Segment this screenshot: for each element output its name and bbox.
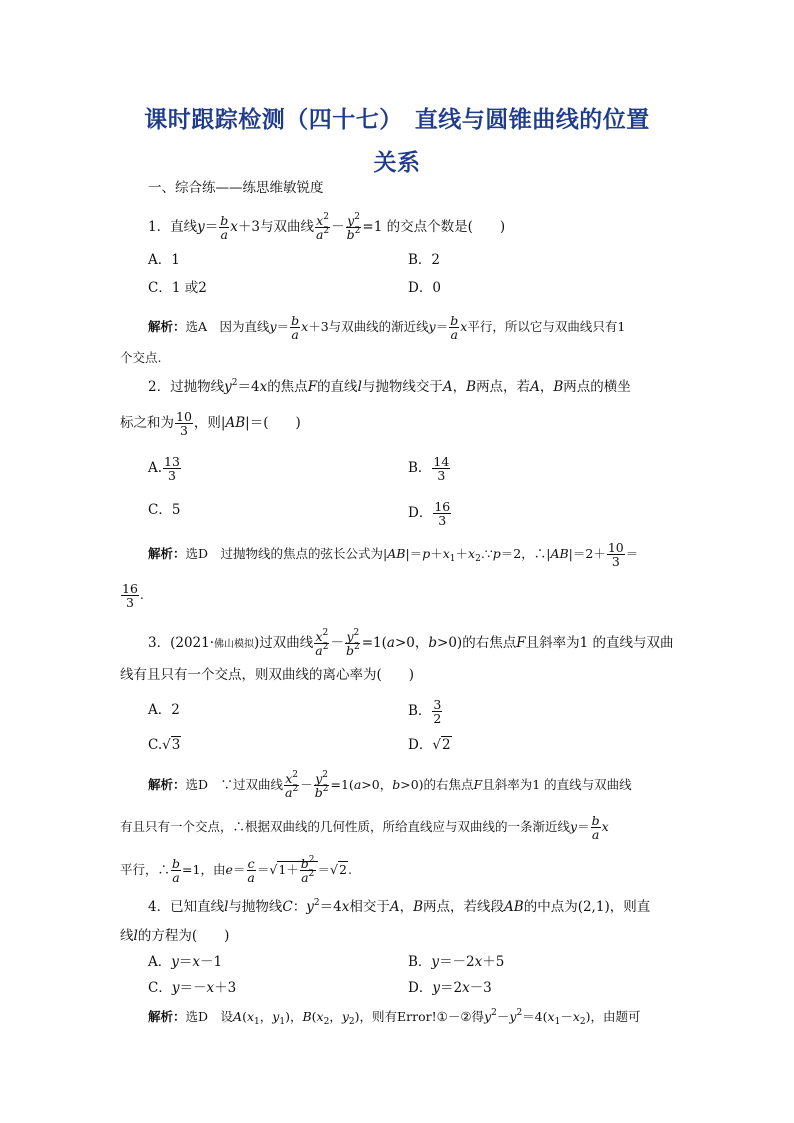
q3-option-c: C.√3 [148, 737, 181, 753]
q1-option-a: A．1 [148, 252, 180, 268]
page-title-continued: 关系 [373, 149, 421, 176]
q3-option-d: D．√2 [408, 737, 451, 753]
q2-solution: 解析：选D 过抛物线的焦点的弦长公式为$|AB|=p+x_1+x_2.\because p=2$，∴|AB|＝2＋ $\frac{10}{3}$ ＝ [148, 540, 639, 570]
q3-solution-line2: 有且只有一个交点，∴根据双曲线的几何性质，所给直线应与双曲线的一条渐近线y＝ $\frac{b}{a}$ x [120, 813, 609, 843]
q2-solution-result: $\frac{16}{3}$ . [122, 581, 144, 611]
q4-option-b: B．y＝－2x＋5 [408, 954, 505, 970]
q2-option-d: D． $\frac{16}{3}$ [408, 499, 451, 529]
question-3-line2: 线有且只有一个交点，则双曲线的离心率为( ) [120, 667, 415, 683]
page-title: 课时跟踪检测（四十七） 直线与圆锥曲线的位置 [144, 106, 650, 133]
q1-solution-tail: 个交点. [120, 350, 162, 365]
q3-option-b: B． $\frac{3}{2}$ [408, 697, 442, 727]
q4-option-c: C．y＝－x＋3 [148, 980, 237, 996]
q2-option-b: B． $\frac{14}{3}$ [408, 454, 450, 484]
source-tag: 佛山模拟 [214, 639, 255, 651]
q4-option-a: A．y＝x－1 [148, 954, 223, 970]
q1-option-d: D．0 [408, 280, 441, 296]
q4-option-d: D．y＝2x－3 [408, 980, 492, 996]
q2-option-a: A. $\frac{13}{3}$ [148, 454, 180, 484]
q3-solution: 解析：选D ∵过双曲线 $\frac{x^2}{a^2}$ － $\frac{y^2}{b^2}$ =1(a>0，b>0)的右焦点F且斜率为1 的直线与双曲线 [148, 770, 632, 801]
question-2-line2: 标之和为 $\frac{10}{3}$ ，则|AB|＝( ) [120, 409, 301, 439]
question-3: 3．(2021·佛山模拟)过双曲线 $\frac{x^2}{a^2}$ － $\frac{y^2}{b^2}$ =1(a>0，b>0)的右焦点F且斜率为1 的直线与双曲 [148, 628, 674, 659]
q1-option-c: C．1 或2 [148, 280, 207, 296]
question-2: 2．过抛物线$y^2=4x$的焦点F的直线l与抛物线交于A，B两点，若A，B两点的横坐 [148, 378, 631, 395]
question-4-line2: 线l的方程为( ) [120, 928, 230, 944]
q1-option-b: B．2 [408, 252, 441, 268]
q1-solution: 解析：选A 因为直线y＝ $\frac{b}{a}$ x＋3与双曲线的渐近线y＝ $\frac{b}{a}$ x平行，所以它与双曲线只有1 [148, 313, 626, 343]
question-1: 1．直线y＝ $\frac{b}{a}$ x＋3与双曲线 $\frac{x^2}{a^2}$ － $\frac{y^2}{b^2}$ =1 的交点个数是( ) [148, 212, 506, 243]
section-heading: 一、综合练——练思维敏锐度 [148, 180, 324, 196]
q3-option-a: A．2 [148, 702, 180, 718]
question-4: 4．已知直线l与抛物线C：$y^2=4x$相交于A，B两点，若线段AB的中点为(2,1)，则直 [148, 898, 651, 915]
q4-solution: 解析：选D 设$A(x_1$，$y_1$)，$B(x_2$，$y_2$)，则有Error!①－②得$y^2-y^2=4(x_1-x_2)$，由题可 [148, 1008, 641, 1027]
q2-option-c: C．5 [148, 502, 181, 518]
q3-solution-line3: 平行，∴ $\frac{b}{a}$ =1，由e＝ $\frac{c}{a}$ ＝√1＋ $\frac{b^2}{a^2}$ ＝√2. [120, 855, 352, 886]
